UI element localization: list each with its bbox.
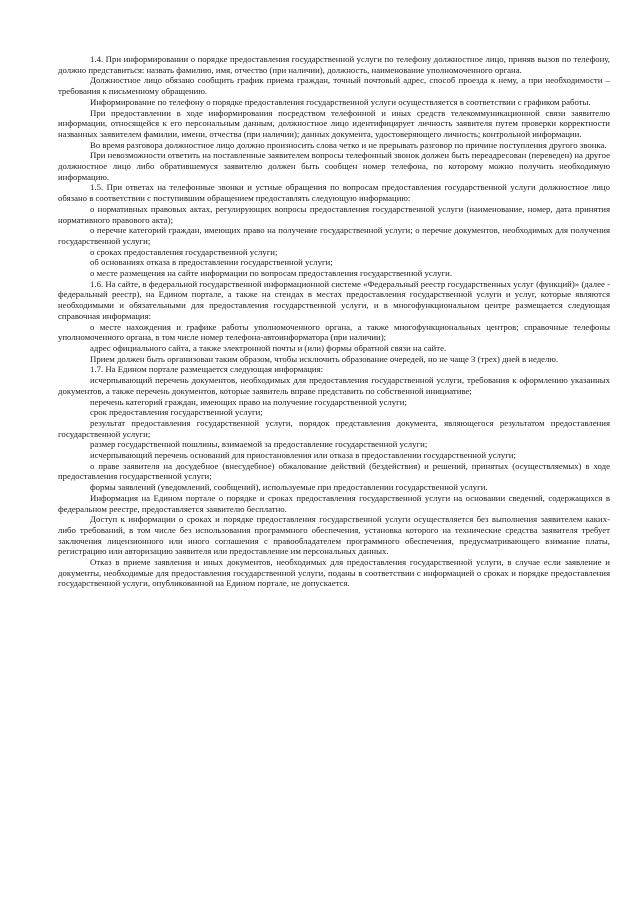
paragraph-normative-acts: о нормативных правовых актах, регулирующих вопросы предоставления государственной услуги (наименование, номер, дата принятия нормативного правового акта); bbox=[58, 203, 610, 225]
paragraph-document-list: исчерпывающий перечень документов, необходимых для предоставления государственной услуги, требования к оформлению указанных документов, а также перечень документов, которые заявитель вправе представить по собственной инициативе; bbox=[58, 375, 610, 396]
paragraph-call-redirect: При невозможности ответить на поставленные заявителем вопросы телефонный звонок должен быть переадресован (переведен) на другое должностное лицо либо обратившемуся заявителю должен быть сообщен номер телефона, по которому можно получить необходимую информацию. bbox=[58, 150, 610, 182]
paragraph-refusal-grounds: об основаниях отказа в предоставлении государственной услуги; bbox=[90, 257, 333, 268]
paragraph-identification: При предоставлении в ходе информирования посредством телефонной и иных средств телекоммуникационной связи заявителю информации, относящейся к его персональным данным, должностное лицо идентифицирует личность заявителя путем проверки корректности названных заявителем фамилии, имени, отчества (при наличии); данных документа, удостоверяющего личность; контрольной информации. bbox=[58, 107, 610, 139]
paragraph-1-6-site-registry: 1.6. На сайте, в федеральной государственной информационной системе «Федеральный реестр государственных услуг (функций)» (далее - федеральный реестр), на Едином портале, а также на стендах в местах предоставления государственной услуги и услуг, которые являются необходимыми и обязательными для предоставления государственной услуги, и в многофункциональном центре размещается следующая справочная информация: bbox=[58, 278, 610, 321]
document-page bbox=[58, 54, 610, 589]
paragraph-free-info: Информация на Едином портале о порядке и сроках предоставления государственной услуги на основании сведений, содержащихся в федеральном реестре, предоставляется заявителю бесплатно. bbox=[58, 492, 610, 514]
paragraph-official-site: адрес официального сайта, а также электронной почты и (или) формы обратной связи на сайте. bbox=[90, 342, 447, 353]
paragraph-official-duties: Должностное лицо обязано сообщить график приема граждан, точный почтовый адрес, способ проезда к нему, а при необходимости – требования к письменному обращению. bbox=[58, 75, 610, 97]
paragraph-access-info: Доступ к информации о сроках и порядке предоставления государственной услуги осуществляется без выполнения заявителем каких-либо требований, в том числе без использования программного обеспечения, установка которого на технические средства заявителя требует заключения лицензионного или иного соглашения с правообладателем программного обеспечения, предусматривающего взимание платы, регистрацию или авторизацию заявителя или предоставление им персональных данных. bbox=[58, 514, 610, 557]
paragraph-forms: формы заявлений (уведомлений, сообщений), используемые при предоставлении государственной услуги. bbox=[90, 482, 488, 493]
paragraph-1-5-answers: 1.5. При ответах на телефонные звонки и устные обращения по вопросам предоставления государственной услуги должностное лицо обязано в соответствии с поступившим обращением предоставлять следующую информацию: bbox=[58, 182, 610, 204]
paragraph-phone-schedule: Информирование по телефону о порядке предоставления государственной услуги осуществляется в соответствии с графиком работы. bbox=[90, 96, 591, 107]
paragraph-1-4-phone-informing: 1.4. При информировании о порядке предоставления государственной услуги по телефону должностное лицо, приняв вызов по телефону, должно представиться: назвать фамилию, имя, отчество (при наличии), должность, наименование уполномоченного органа. bbox=[58, 54, 610, 75]
paragraph-state-duty: размер государственной пошлины, взимаемой за предоставление государственной услуги; bbox=[90, 439, 428, 450]
paragraph-reception: Прием должен быть организован таким образом, чтобы исключить образование очередей, но не чаще 3 (трех) дней в неделю. bbox=[90, 353, 559, 364]
paragraph-categories-documents: о перечне категорий граждан, имеющих право на получение государственной услуги; о перечне документов, необходимых для получения государственной услуги; bbox=[58, 225, 610, 246]
paragraph-conversation-rules: Во время разговора должностное лицо должно произносить слова четко и не прерывать разговор по причине поступления другого звонка. bbox=[90, 139, 607, 150]
paragraph-1-7-portal: 1.7. На Едином портале размещается следующая информация: bbox=[90, 364, 324, 375]
paragraph-appeal-right: о праве заявителя на досудебное (внесудебное) обжалование действий (бездействия) и решений, принятых (осуществляемых) в ходе предоставления государственной услуги; bbox=[58, 460, 610, 482]
paragraph-service-result: результат предоставления государственной услуги, порядок представления документа, являющегося результатом предоставления государственной услуги; bbox=[58, 417, 610, 439]
paragraph-service-term: срок предоставления государственной услуги; bbox=[90, 407, 263, 418]
paragraph-location-schedule: о месте нахождения и графике работы уполномоченного органа, а также многофункциональных центров; справочные телефоны уполномоченного органа, в том числе номер телефона-автоинформатора (при наличии); bbox=[58, 321, 610, 343]
paragraph-refusal-not-allowed: Отказ в приеме заявления и иных документов, необходимых для предоставления государственной услуги, в случае если заявление и документы, необходимые для предоставления государственной услуги, поданы в соответствии с информацией о сроках и порядке предоставления государственной услуги, опубликованной на Едином портале, не допускается. bbox=[58, 557, 610, 589]
paragraph-terms: о сроках предоставления государственной услуги; bbox=[90, 246, 278, 257]
paragraph-citizen-categories: перечень категорий граждан, имеющих право на получение государственной услуги; bbox=[90, 396, 407, 407]
paragraph-site-info: о месте размещения на сайте информации по вопросам предоставления государственной услуги. bbox=[90, 268, 453, 279]
paragraph-suspension-grounds: исчерпывающий перечень оснований для приостановления или отказа в предоставлении государственной услуги; bbox=[90, 450, 516, 461]
